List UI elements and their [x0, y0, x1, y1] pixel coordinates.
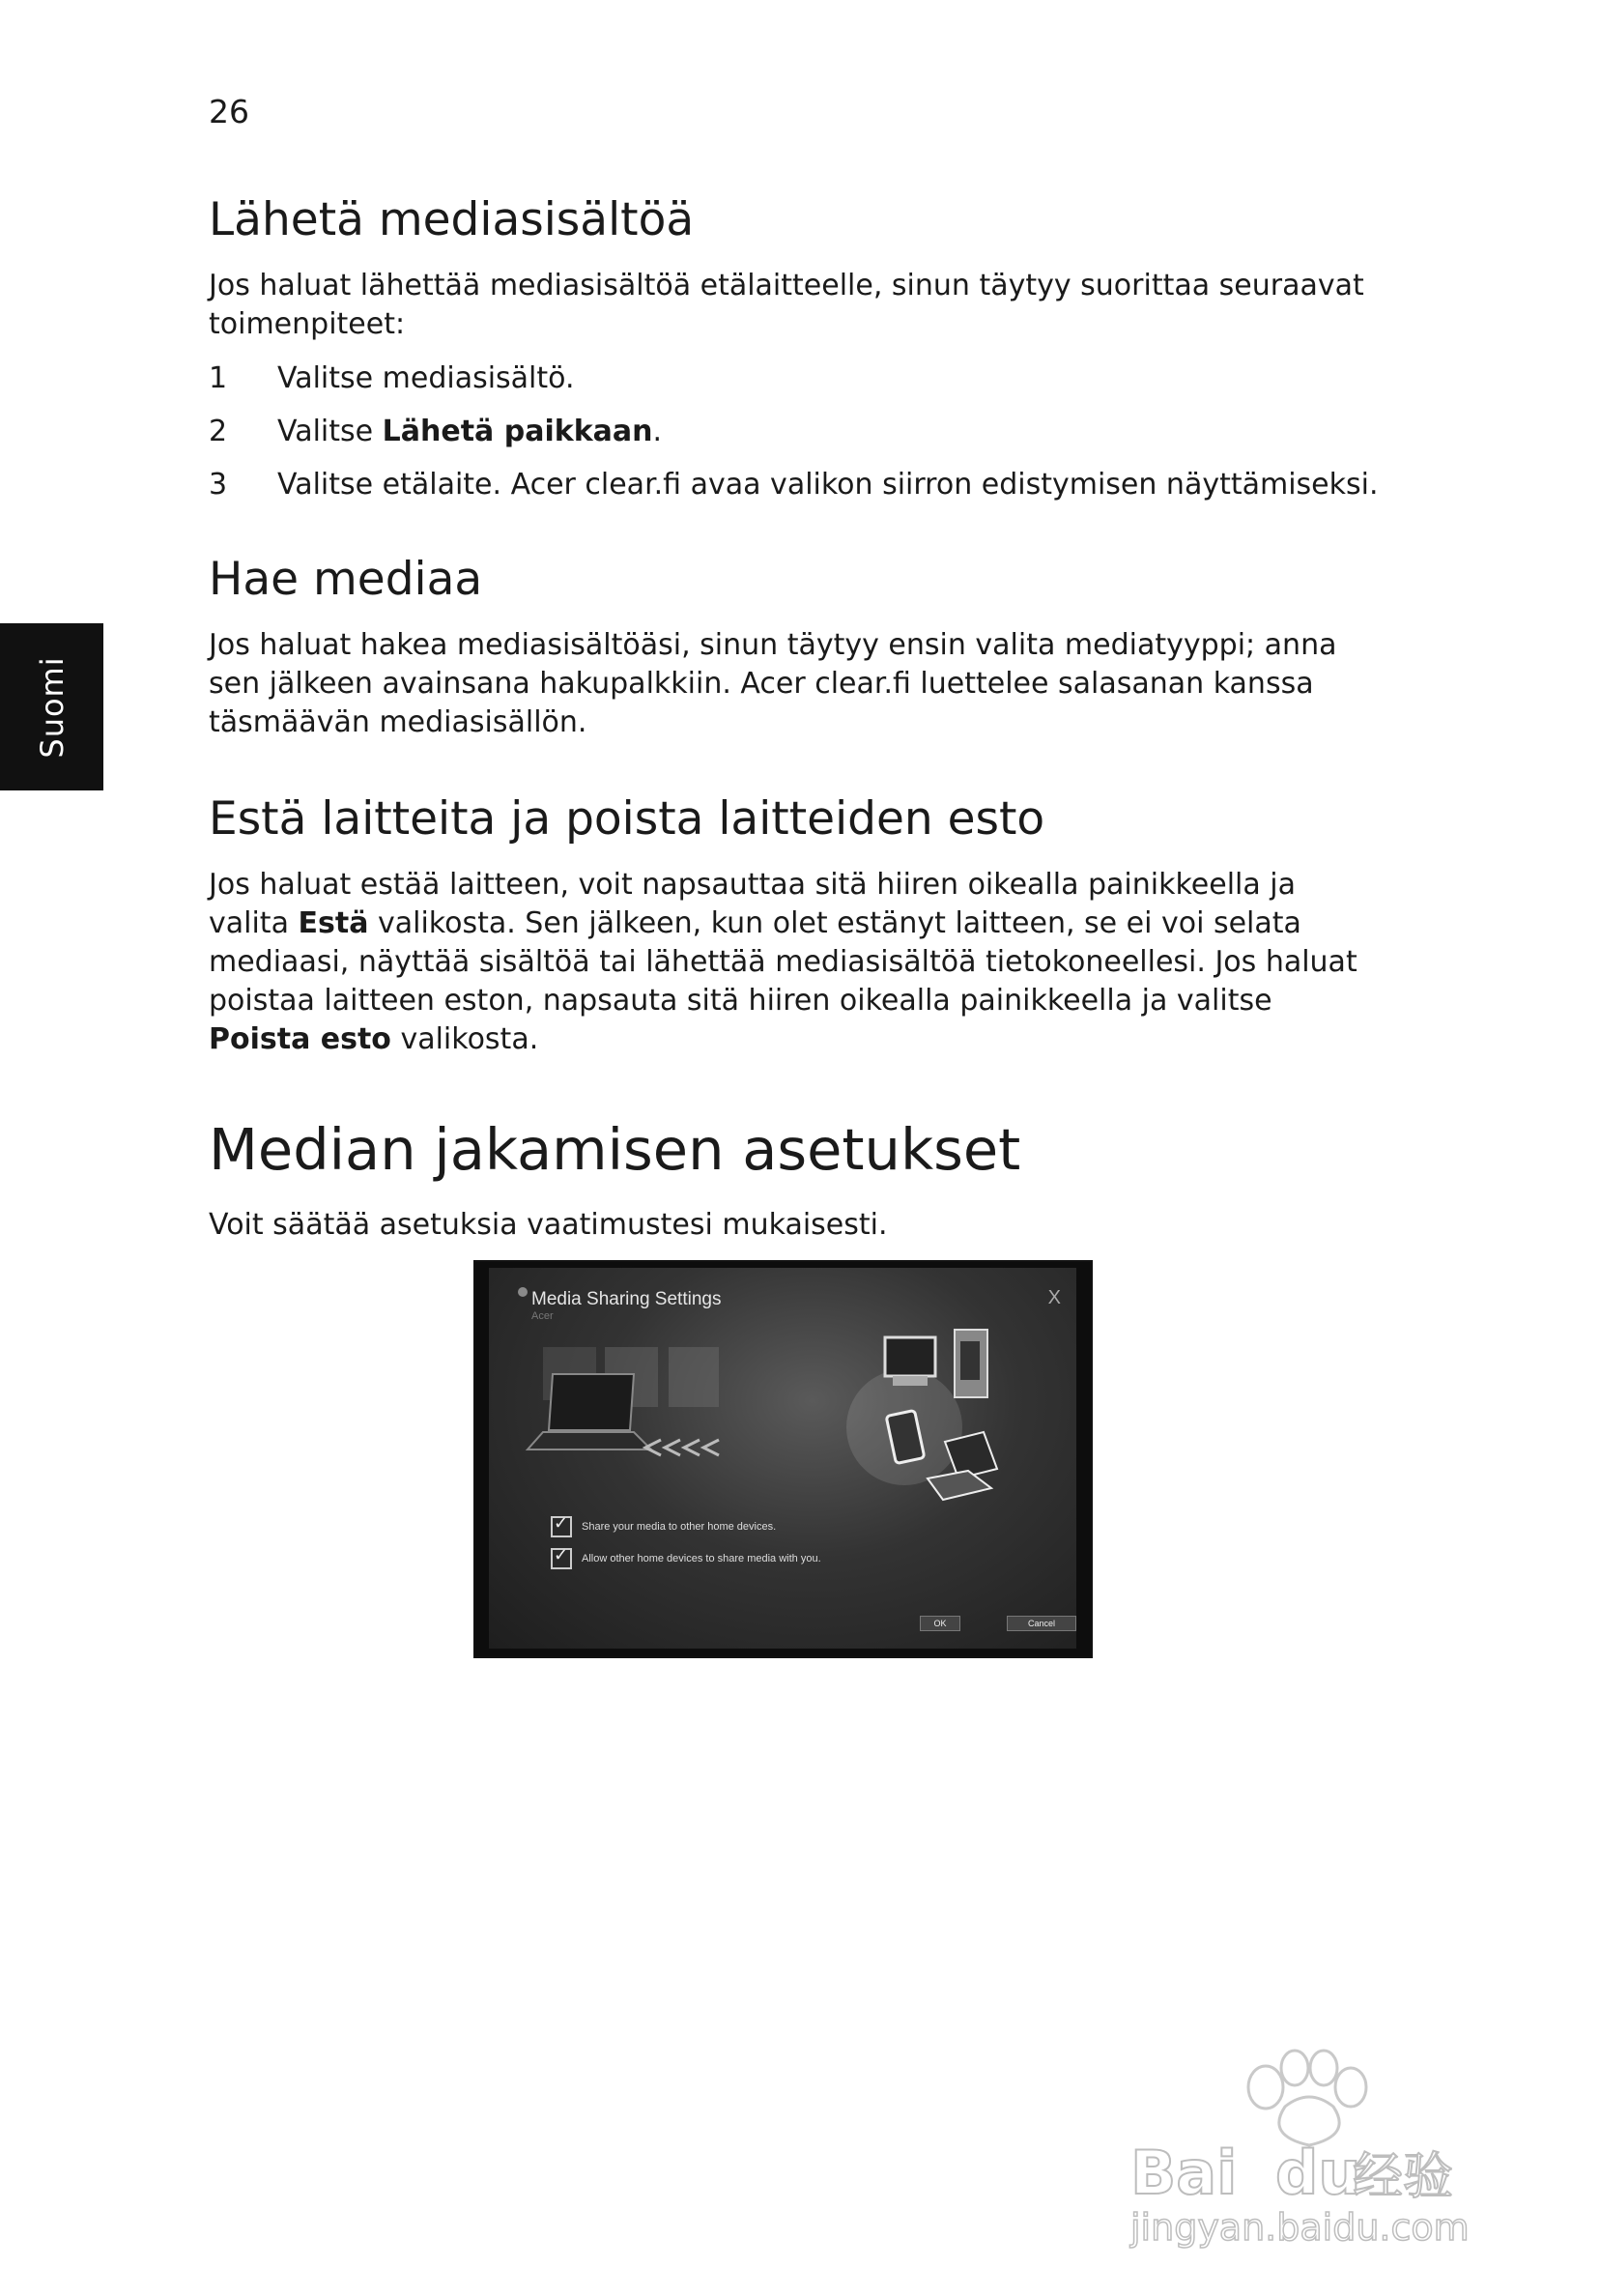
watermark-brand-2: du [1275, 2138, 1361, 2208]
block-body: Jos haluat estää laitteen, voit napsauttaa sitä hiiren oikealla painikkeella ja valita Estä valikosta. Sen jälkeen, kun olet estänyt laitteen, se ei voi selata mediaasi, näyttää sisältöä tai lähettää mediasisältöä tietokoneellesi. Jos haluat poistaa laitteen eston, napsauta sitä hiiren oikealla painikkeella ja valitse Poista esto valikosta. [209, 868, 1357, 1056]
section-heading-block: Estä laitteita ja poista laitteiden esto [209, 792, 1045, 846]
checkbox-icon[interactable] [551, 1516, 572, 1537]
close-icon[interactable]: X [1047, 1287, 1061, 1308]
transfer-arrows-icon [645, 1440, 719, 1455]
step-2: 2 Valitse Lähetä paikkaan. [209, 415, 663, 448]
watermark-cn: 经验 [1353, 2148, 1454, 2206]
step-3: 3 Valitse etälaite. Acer clear.fi avaa valikon siirron edistymisen näyttämiseksi. [209, 468, 1379, 502]
baidu-watermark [1121, 2039, 1507, 2261]
dialog-subtitle: Acer [531, 1310, 554, 1322]
language-side-tab [0, 623, 103, 790]
section-heading-search: Hae mediaa [209, 553, 483, 606]
desktop-tower-icon [955, 1330, 987, 1397]
watermark-url: jingyan.baidu.com [1130, 2206, 1470, 2249]
send-intro: Jos haluat lähettää mediasisältöä etälaitteelle, sinun täytyy suorittaa seuraavat toimenpiteet: [209, 269, 1364, 341]
search-body: Jos haluat hakea mediasisältöäsi, sinun täytyy ensin valita mediatyyppi; anna sen jälkeen avainsana hakupalkkiin. Acer clear.fi luettelee salasanan kanssa täsmäävän mediasisällön. [209, 628, 1337, 739]
dialog-title: Media Sharing Settings [531, 1289, 722, 1309]
media-sharing-screenshot [473, 1260, 1093, 1658]
cancel-button[interactable]: Cancel [1007, 1616, 1076, 1631]
ok-button[interactable]: OK [920, 1616, 960, 1631]
section-heading-send: Lähetä mediasisältöä [209, 193, 695, 246]
settings-dialog [489, 1268, 1076, 1649]
paw-icon [1248, 2051, 1366, 2145]
settings-body: Voit säätää asetuksia vaatimustesi mukaisesti. [209, 1208, 888, 1242]
step-1: 1 Valitse mediasisältö. [209, 361, 575, 395]
watermark-brand: Bai [1130, 2138, 1238, 2208]
side-tab-label: Suomi [33, 655, 71, 759]
checkbox-allow-sharing[interactable]: ✓Allow other home devices to share media with you. [551, 1548, 821, 1569]
checkbox-share-media[interactable]: ✓Share your media to other home devices. [551, 1516, 776, 1537]
checkbox-icon[interactable] [551, 1548, 572, 1569]
section-heading-settings: Median jakamisen asetukset [209, 1116, 1021, 1183]
media-frame-icon [669, 1347, 719, 1407]
page-number: 26 [209, 93, 249, 130]
device-illustration [489, 1268, 1076, 1649]
